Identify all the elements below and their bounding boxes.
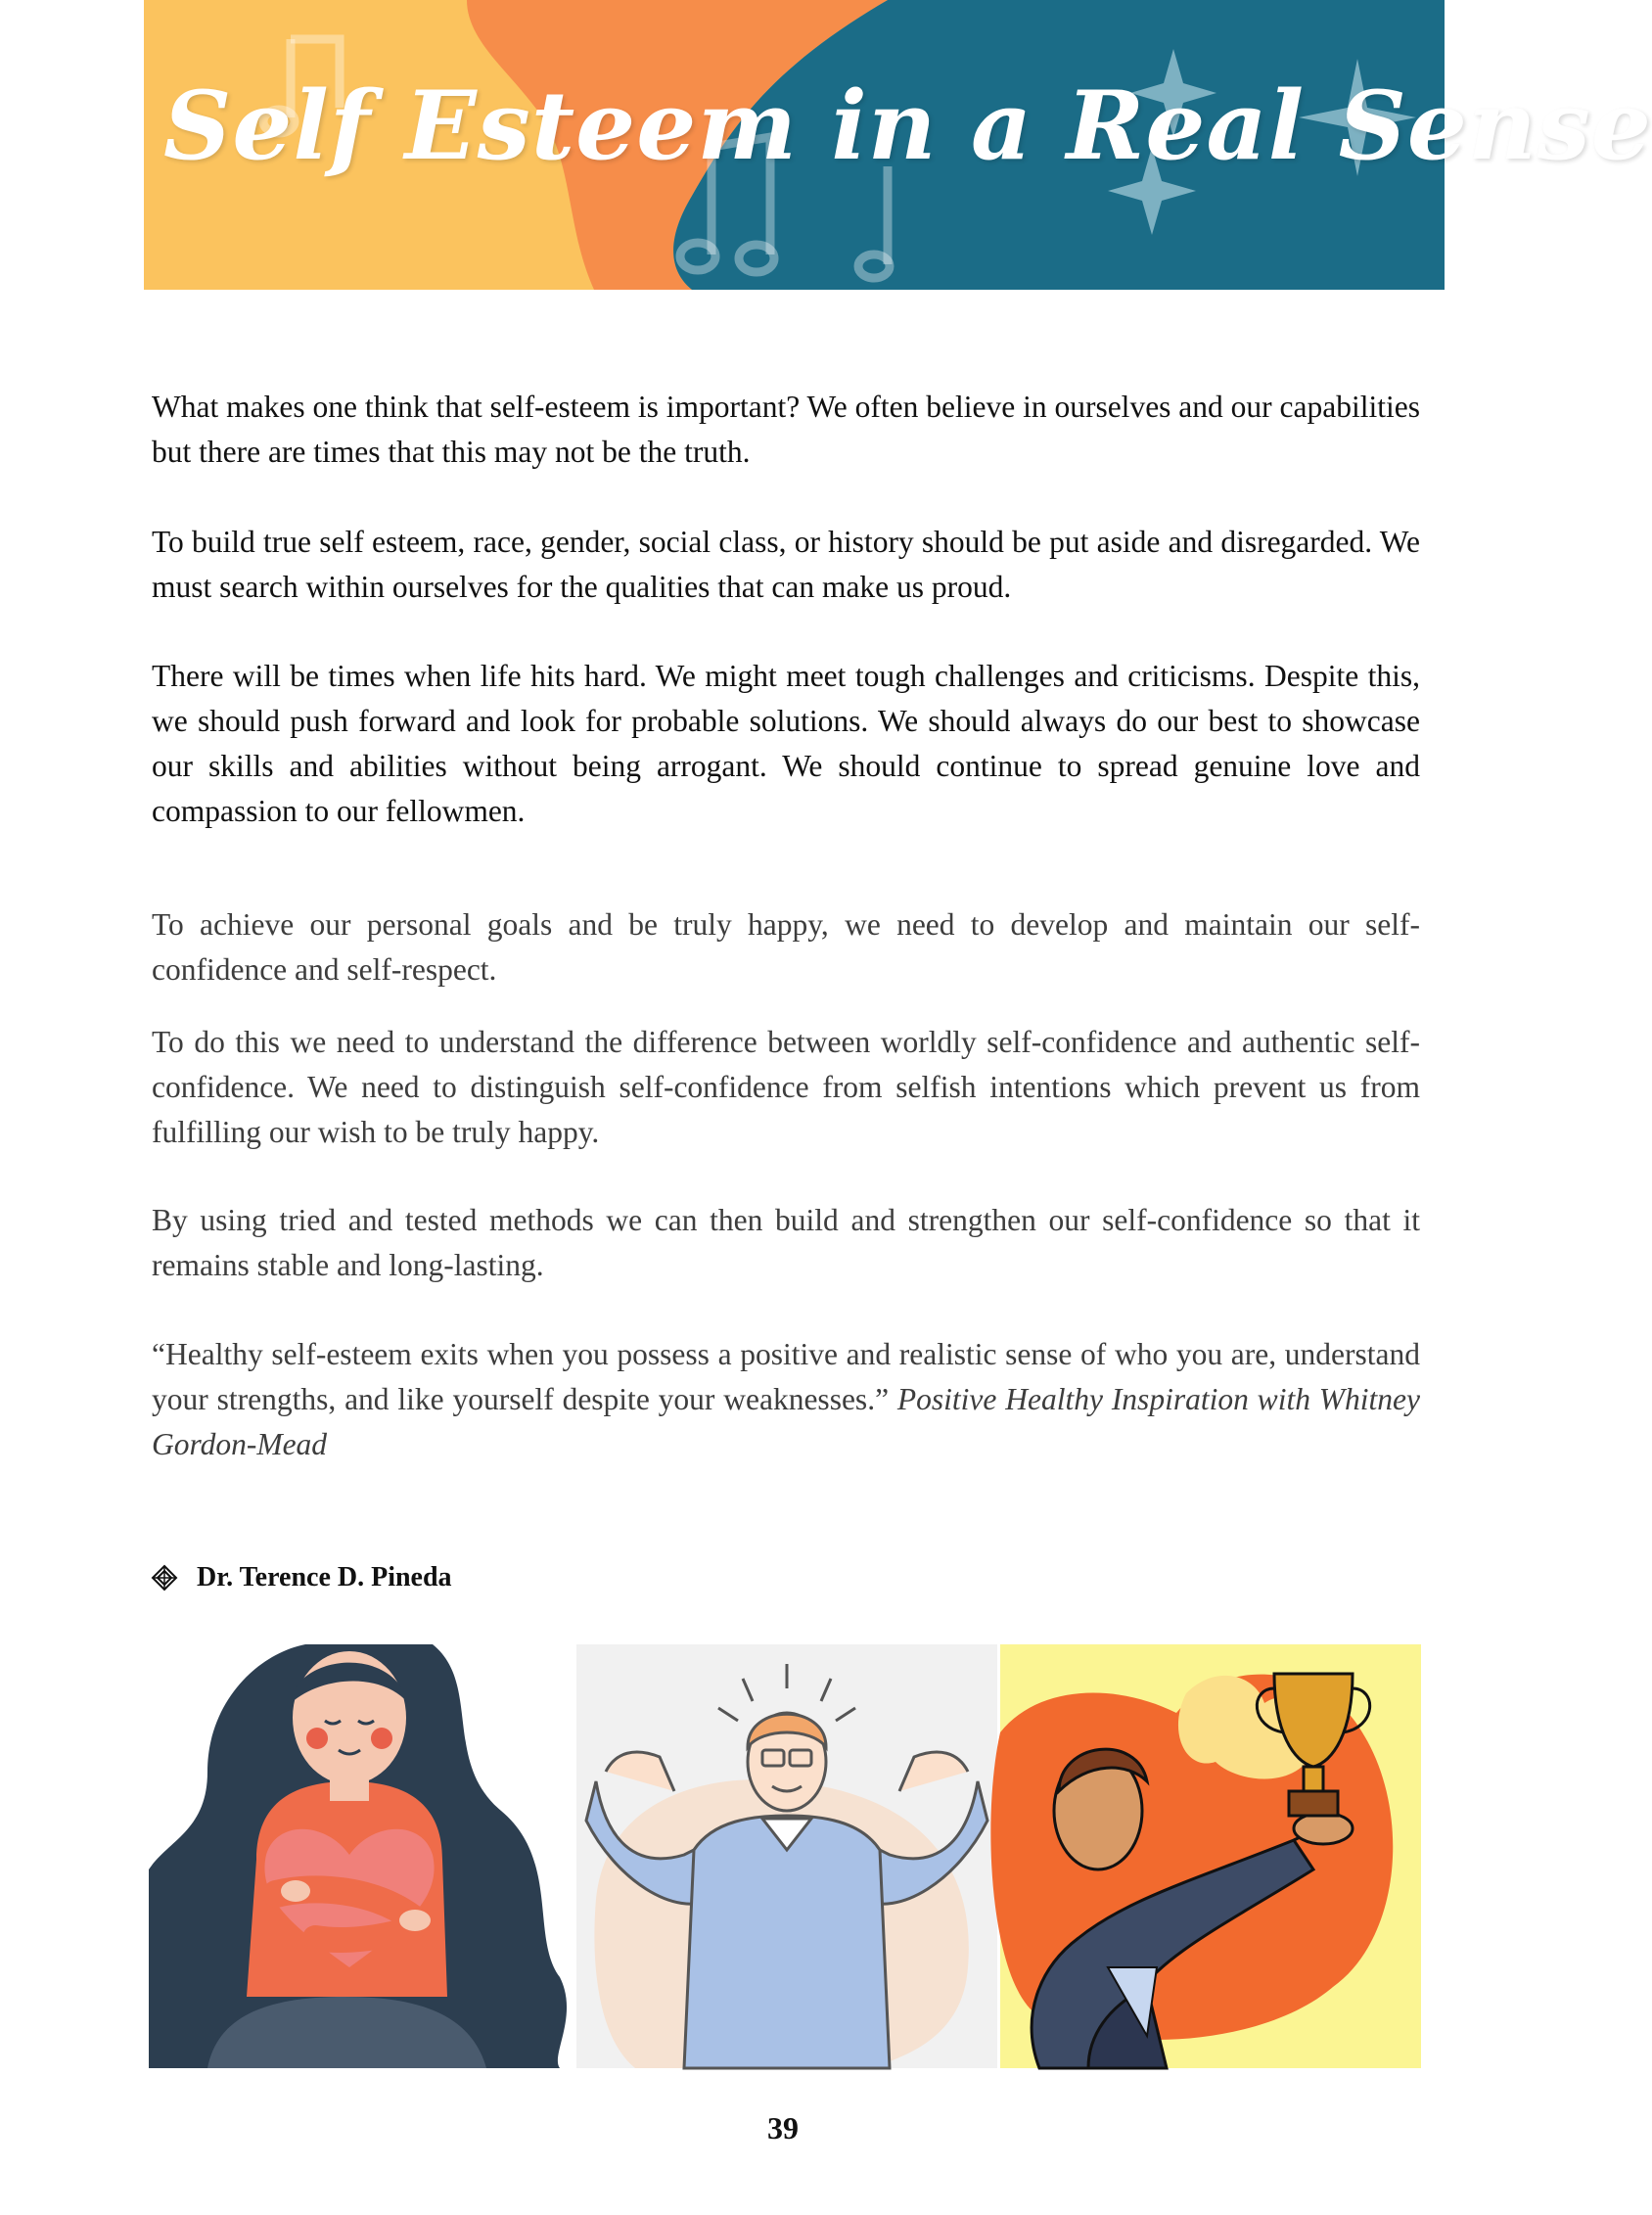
diamond-bullet-icon: [152, 1565, 177, 1591]
page-title: Self Esteem in a Real Sense: [163, 70, 1652, 181]
illustration-achievement: [1000, 1644, 1421, 2068]
paragraph-importance: What makes one think that self-esteem is important? We often believe in ourselves and our capabilities but there are times that this may not be the truth.: [152, 390, 1420, 469]
author-line: [152, 1558, 452, 1597]
man-pointing-at-self-icon: [576, 1644, 997, 2068]
author-name: Dr. Terence D. Pineda: [197, 1562, 452, 1592]
title-banner: [144, 0, 1652, 290]
man-holding-trophy-icon: [1000, 1644, 1421, 2068]
paragraph-difference: To do this we need to understand the difference between worldly self-confidence and authentic self-confidence. We need to distinguish self-confidence from selfish intentions which prevent us from fulfilling our wish to be truly happy.: [152, 1025, 1420, 1149]
page-number: 39: [767, 2110, 799, 2146]
quote-paragraph: [152, 1332, 1420, 1467]
illustration-confidence: [576, 1644, 997, 2068]
quote-text: “Healthy self-esteem exits when you possess a positive and realistic sense of who you are, understand your strengths, and like yourself despite your weaknesses.”: [152, 1337, 1420, 1416]
paragraph-methods: By using tried and tested methods we can then build and strengthen our self-confidence so that it remains stable and long-lasting.: [152, 1203, 1420, 1282]
illustration-self-love: [149, 1644, 570, 2068]
quote-source: Positive Healthy Inspiration with Whitney Gordon-Mead: [152, 1382, 1421, 1461]
paragraph-build-true-esteem: To build true self esteem, race, gender, social class, or history should be put aside and disregarded. We must search within ourselves for the qualities that can make us proud.: [152, 525, 1420, 604]
woman-hugging-heart-icon: [149, 1644, 570, 2068]
paragraph-personal-goals: To achieve our personal goals and be truly happy, we need to develop and maintain our self-confidence and self-respect.: [152, 907, 1420, 987]
paragraph-life-hits-hard: There will be times when life hits hard. We might meet tough challenges and criticisms. Despite this, we should push forward and look for probable solutions. We should always do our best to showcase our skills and abilities without being arrogant. We should continue to spread genuine love and compassion to our fellowmen.: [152, 659, 1420, 828]
